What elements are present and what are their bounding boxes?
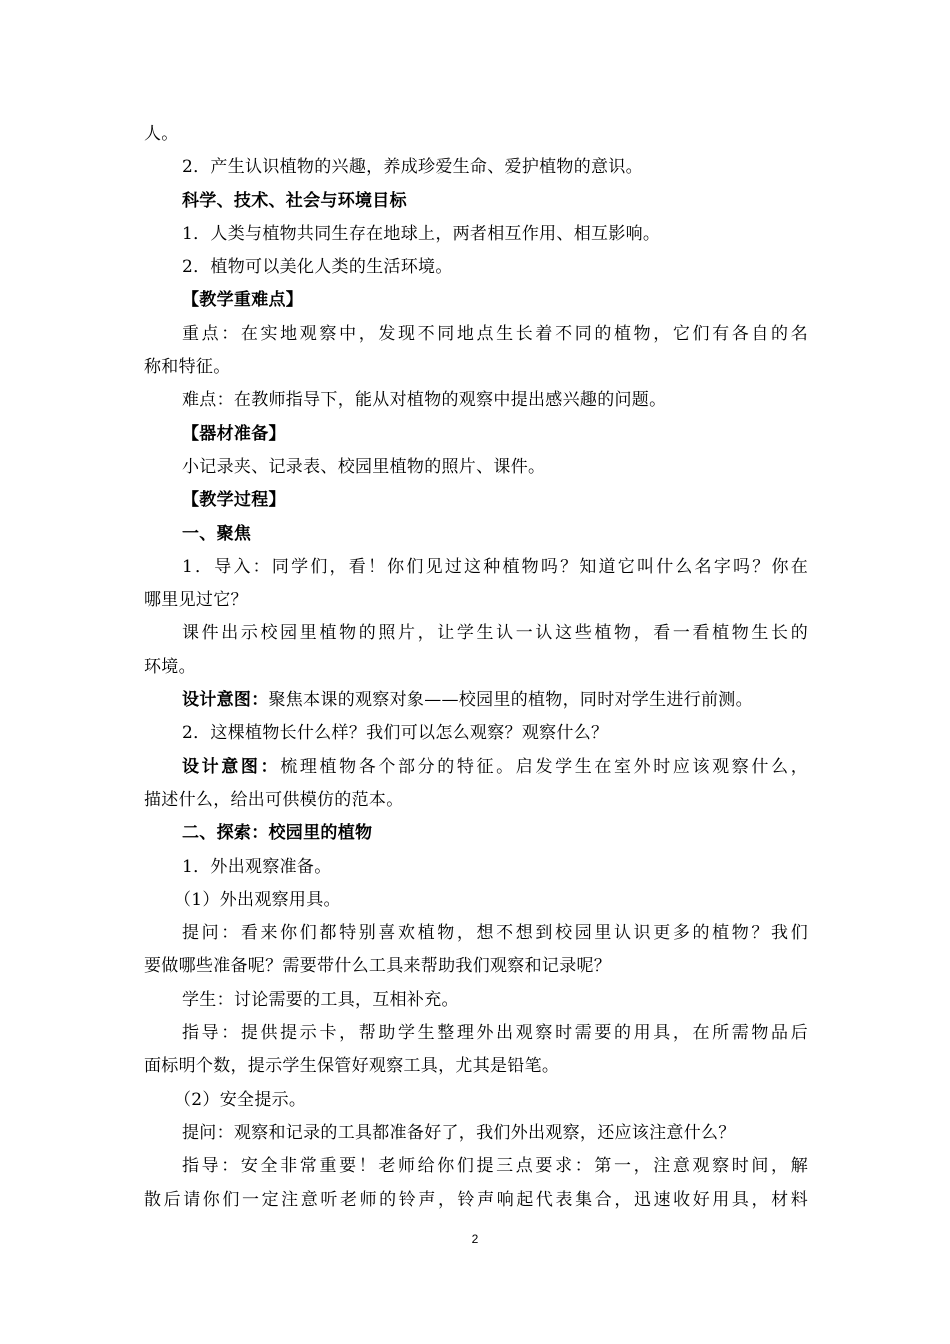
line-text: （1）外出观察用具。 xyxy=(174,889,341,910)
paragraph-line xyxy=(144,384,808,417)
line-text: 称和特征。 xyxy=(144,357,231,378)
line-text: 2．植物可以美化人类的生活环境。 xyxy=(182,257,453,278)
paragraph-line xyxy=(144,1050,808,1083)
line-text: 1．人类与植物共同生存在地球上，两者相互作用、相互影响。 xyxy=(182,223,661,244)
document-body xyxy=(144,118,808,1217)
paragraph-line xyxy=(144,318,808,351)
paragraph-line xyxy=(144,1084,808,1117)
line-text: 重点：在实地观察中，发现不同地点生长着不同的植物，它们有各自的名 xyxy=(182,323,808,344)
line-text: 散后请你们一定注意听老师的铃声，铃声响起代表集合，迅速收好用具，材料 xyxy=(144,1189,808,1210)
line-text: 哪里见过它？ xyxy=(144,590,248,611)
line-text: 课件出示校园里植物的照片，让学生认一认这些植物，看一看植物生长的 xyxy=(182,623,808,644)
paragraph-line xyxy=(144,617,808,650)
line-text: 学生：讨论需要的工具，互相补充。 xyxy=(182,989,459,1010)
design-intent-label: 设计意图： xyxy=(182,690,269,711)
paragraph-line xyxy=(144,118,808,151)
paragraph-line xyxy=(144,784,808,817)
line-text: 1．外出观察准备。 xyxy=(182,856,332,877)
paragraph-line xyxy=(144,218,808,251)
line-text: 人。 xyxy=(144,124,179,144)
paragraph-line xyxy=(144,917,808,950)
line-text: 【器材准备】 xyxy=(182,423,286,444)
paragraph-line xyxy=(144,851,808,884)
line-text: 指导：安全非常重要！老师给你们提三点要求：第一，注意观察时间，解 xyxy=(182,1156,808,1177)
section-heading xyxy=(144,518,808,551)
section-heading xyxy=(144,484,808,517)
paragraph-line xyxy=(144,151,808,184)
paragraph-line xyxy=(144,684,808,717)
paragraph-line xyxy=(144,884,808,917)
line-text: 描述什么，给出可供模仿的范本。 xyxy=(144,789,404,810)
line-text: 要做哪些准备呢？需要带什么工具来帮助我们观察和记录呢？ xyxy=(144,956,612,977)
paragraph-line xyxy=(144,651,808,684)
line-text: 难点：在教师指导下，能从对植物的观察中提出感兴趣的问题。 xyxy=(182,390,667,411)
line-text: 一、聚焦 xyxy=(182,523,252,544)
line-text: 【教学过程】 xyxy=(182,490,286,511)
paragraph-line xyxy=(144,751,808,784)
line-text: 指导：提供提示卡，帮助学生整理外出观察时需要的用具，在所需物品后 xyxy=(182,1023,808,1044)
section-heading xyxy=(144,817,808,850)
line-text: 2．产生认识植物的兴趣，养成珍爱生命、爱护植物的意识。 xyxy=(182,157,643,178)
section-heading xyxy=(144,418,808,451)
design-intent-label: 设计意图： xyxy=(182,756,281,777)
paragraph-line xyxy=(144,950,808,983)
section-heading xyxy=(144,284,808,317)
line-text: 二、探索：校园里的植物 xyxy=(182,823,373,844)
paragraph-line xyxy=(144,251,808,284)
line-text: 科学、技术、社会与环境目标 xyxy=(182,190,407,211)
line-text: 环境。 xyxy=(144,656,196,677)
paragraph-line xyxy=(144,1017,808,1050)
paragraph-line xyxy=(144,717,808,750)
line-text: 梳理植物各个部分的特征。启发学生在室外时应该观察什么， xyxy=(280,756,809,777)
page-number: 2 xyxy=(471,1232,479,1246)
line-text: 1．导入：同学们，看！你们见过这种植物吗？知道它叫什么名字吗？你在 xyxy=(182,556,808,577)
paragraph-line xyxy=(144,351,808,384)
section-heading xyxy=(144,185,808,218)
line-text: 提问：看来你们都特别喜欢植物，想不想到校园里认识更多的植物？我们 xyxy=(182,923,808,944)
paragraph-line xyxy=(144,551,808,584)
line-text: 2．这棵植物长什么样？我们可以怎么观察？观察什么？ xyxy=(182,723,609,744)
paragraph-line xyxy=(144,984,808,1017)
paragraph-line xyxy=(144,1184,808,1217)
paragraph-line xyxy=(144,1150,808,1183)
line-text: （2）安全提示。 xyxy=(174,1089,307,1110)
line-text: 提问：观察和记录的工具都准备好了，我们外出观察，还应该注意什么？ xyxy=(182,1122,736,1143)
line-text: 小记录夹、记录表、校园里植物的照片、课件。 xyxy=(182,456,546,477)
paragraph-line xyxy=(144,451,808,484)
paragraph-line xyxy=(144,584,808,617)
line-text: 聚焦本课的观察对象——校园里的植物，同时对学生进行前测。 xyxy=(268,690,753,711)
line-text: 【教学重难点】 xyxy=(182,290,304,311)
paragraph-line xyxy=(144,1117,808,1150)
line-text: 面标明个数，提示学生保管好观察工具，尤其是铅笔。 xyxy=(144,1056,560,1077)
